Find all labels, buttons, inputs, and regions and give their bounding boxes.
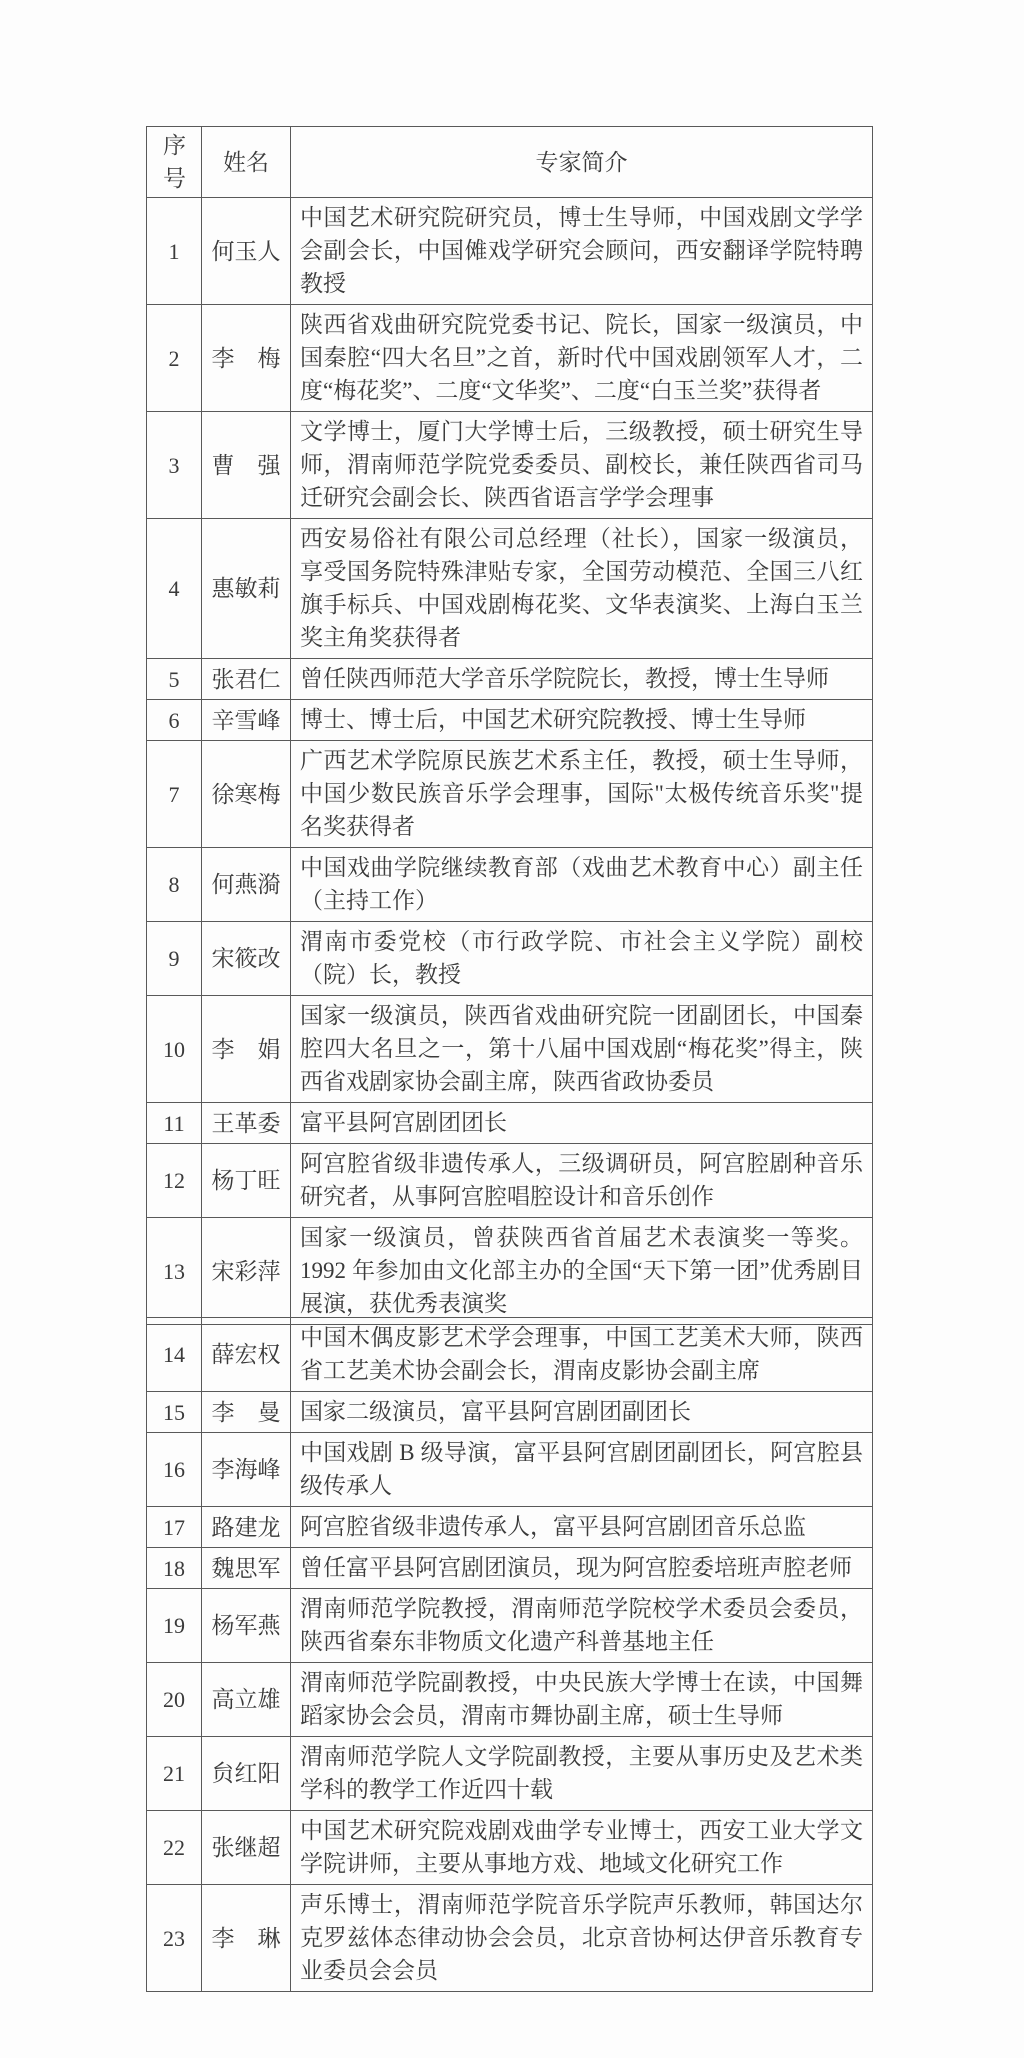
row-number-cell: 17 [147, 1507, 202, 1548]
row-number-cell: 19 [147, 1589, 202, 1663]
bio-cell: 渭南师范学院教授，渭南师范学院校学术委员会委员，陕西省秦东非物质文化遗产科普基地主任 [291, 1589, 873, 1663]
name-cell: 惠敏莉 [202, 519, 291, 659]
table-row [147, 1885, 873, 1992]
row-number-cell: 3 [147, 412, 202, 519]
row-number-cell: 12 [147, 1144, 202, 1218]
bio-cell: 国家一级演员，曾获陕西省首届艺术表演奖一等奖。1992 年参加由文化部主办的全国“天下第一团”优秀剧目展演，获优秀表演奖 [291, 1218, 873, 1325]
row-number-cell: 11 [147, 1103, 202, 1144]
row-number-cell: 15 [147, 1392, 202, 1433]
bio-cell: 中国艺术研究院研究员，博士生导师，中国戏剧文学学会副会长，中国傩戏学研究会顾问，西安翻译学院特聘教授 [291, 198, 873, 305]
table-row [147, 1218, 873, 1325]
row-number-cell: 13 [147, 1218, 202, 1325]
name-cell: 张君仁 [202, 659, 291, 700]
name-cell: 徐寒梅 [202, 741, 291, 848]
name-cell: 宋彩萍 [202, 1218, 291, 1325]
bio-cell: 富平县阿宫剧团团长 [291, 1103, 873, 1144]
header-expert-bio: 专家简介 [291, 127, 873, 198]
bio-cell: 声乐博士，渭南师范学院音乐学院声乐教师，韩国达尔克罗兹体态律动协会会员，北京音协柯达伊音乐教育专业委员会会员 [291, 1885, 873, 1992]
table-row [147, 1811, 873, 1885]
table-row [147, 1589, 873, 1663]
experts-table-part2 [146, 1317, 873, 1992]
table-row [147, 848, 873, 922]
bio-cell: 博士、博士后，中国艺术研究院教授、博士生导师 [291, 700, 873, 741]
bio-cell: 中国艺术研究院戏剧戏曲学专业博士，西安工业大学文学院讲师，主要从事地方戏、地域文化研究工作 [291, 1811, 873, 1885]
table-row [147, 1507, 873, 1548]
bio-cell: 渭南师范学院副教授，中央民族大学博士在读，中国舞蹈家协会会员，渭南市舞协副主席，硕士生导师 [291, 1663, 873, 1737]
row-number-cell: 10 [147, 996, 202, 1103]
experts-table-part1 [146, 126, 873, 1325]
row-number-cell: 7 [147, 741, 202, 848]
table-row [147, 305, 873, 412]
bio-cell: 阿宫腔省级非遗传承人，富平县阿宫剧团音乐总监 [291, 1507, 873, 1548]
name-cell: 辛雪峰 [202, 700, 291, 741]
row-number-cell: 14 [147, 1318, 202, 1392]
table-row [147, 412, 873, 519]
table-row [147, 1433, 873, 1507]
bio-cell: 中国木偶皮影艺术学会理事，中国工艺美术大师，陕西省工艺美术协会副会长，渭南皮影协会副主席 [291, 1318, 873, 1392]
row-number-cell: 22 [147, 1811, 202, 1885]
row-number-cell: 2 [147, 305, 202, 412]
table-row [147, 700, 873, 741]
bio-cell: 陕西省戏曲研究院党委书记、院长，国家一级演员，中国秦腔“四大名旦”之首，新时代中国戏剧领军人才，二度“梅花奖”、二度“文华奖”、二度“白玉兰奖”获得者 [291, 305, 873, 412]
table-row [147, 1103, 873, 1144]
name-cell: 高立雄 [202, 1663, 291, 1737]
bio-cell: 阿宫腔省级非遗传承人，三级调研员，阿宫腔剧种音乐研究者，从事阿宫腔唱腔设计和音乐创作 [291, 1144, 873, 1218]
header-index-number: 序号 [147, 127, 202, 198]
name-cell: 李 琳 [202, 1885, 291, 1992]
name-cell: 魏思军 [202, 1548, 291, 1589]
name-cell: 杨丁旺 [202, 1144, 291, 1218]
name-cell: 王革委 [202, 1103, 291, 1144]
name-cell: 李 娟 [202, 996, 291, 1103]
table-row [147, 519, 873, 659]
name-cell: 曹 强 [202, 412, 291, 519]
header-row [147, 127, 873, 198]
row-number-cell: 4 [147, 519, 202, 659]
name-cell: 宋筱改 [202, 922, 291, 996]
table-row [147, 1318, 873, 1392]
row-number-cell: 16 [147, 1433, 202, 1507]
row-number-cell: 20 [147, 1663, 202, 1737]
table-row [147, 996, 873, 1103]
row-number-cell: 8 [147, 848, 202, 922]
name-cell: 李海峰 [202, 1433, 291, 1507]
bio-cell: 国家二级演员，富平县阿宫剧团副团长 [291, 1392, 873, 1433]
table-row [147, 659, 873, 700]
name-cell: 李 梅 [202, 305, 291, 412]
row-number-cell: 9 [147, 922, 202, 996]
row-number-cell: 21 [147, 1737, 202, 1811]
bio-cell: 广西艺术学院原民族艺术系主任，教授，硕士生导师，中国少数民族音乐学会理事，国际"太极传统音乐奖"提名奖获得者 [291, 741, 873, 848]
table-row [147, 1392, 873, 1433]
name-cell: 何玉人 [202, 198, 291, 305]
table-row [147, 922, 873, 996]
table-row [147, 741, 873, 848]
bio-cell: 曾任富平县阿宫剧团演员，现为阿宫腔委培班声腔老师 [291, 1548, 873, 1589]
name-cell: 李 曼 [202, 1392, 291, 1433]
name-cell: 杨军燕 [202, 1589, 291, 1663]
row-number-cell: 23 [147, 1885, 202, 1992]
bio-cell: 国家一级演员，陕西省戏曲研究院一团副团长，中国秦腔四大名旦之一，第十八届中国戏剧“梅花奖”得主，陕西省戏剧家协会副主席，陕西省政协委员 [291, 996, 873, 1103]
bio-cell: 中国戏曲学院继续教育部（戏曲艺术教育中心）副主任（主持工作） [291, 848, 873, 922]
name-cell: 何燕漪 [202, 848, 291, 922]
row-number-cell: 18 [147, 1548, 202, 1589]
bio-cell: 渭南师范学院人文学院副教授，主要从事历史及艺术类学科的教学工作近四十载 [291, 1737, 873, 1811]
name-cell: 薛宏权 [202, 1318, 291, 1392]
row-number-cell: 6 [147, 700, 202, 741]
name-cell: 路建龙 [202, 1507, 291, 1548]
name-cell: 张继超 [202, 1811, 291, 1885]
header-name: 姓名 [202, 127, 291, 198]
bio-cell: 中国戏剧 B 级导演，富平县阿宫剧团副团长，阿宫腔县级传承人 [291, 1433, 873, 1507]
bio-cell: 渭南市委党校（市行政学院、市社会主义学院）副校（院）长，教授 [291, 922, 873, 996]
bio-cell: 西安易俗社有限公司总经理（社长），国家一级演员，享受国务院特殊津贴专家，全国劳动模范、全国三八红旗手标兵、中国戏剧梅花奖、文华表演奖、上海白玉兰奖主角奖获得者 [291, 519, 873, 659]
table-row [147, 1548, 873, 1589]
bio-cell: 文学博士，厦门大学博士后，三级教授，硕士研究生导师，渭南师范学院党委委员、副校长，兼任陕西省司马迁研究会副会长、陕西省语言学学会理事 [291, 412, 873, 519]
row-number-cell: 1 [147, 198, 202, 305]
table-row [147, 1144, 873, 1218]
bio-cell: 曾任陕西师范大学音乐学院院长，教授，博士生导师 [291, 659, 873, 700]
name-cell: 贠红阳 [202, 1737, 291, 1811]
row-number-cell: 5 [147, 659, 202, 700]
table-row [147, 1663, 873, 1737]
table-row [147, 198, 873, 305]
table-row [147, 1737, 873, 1811]
